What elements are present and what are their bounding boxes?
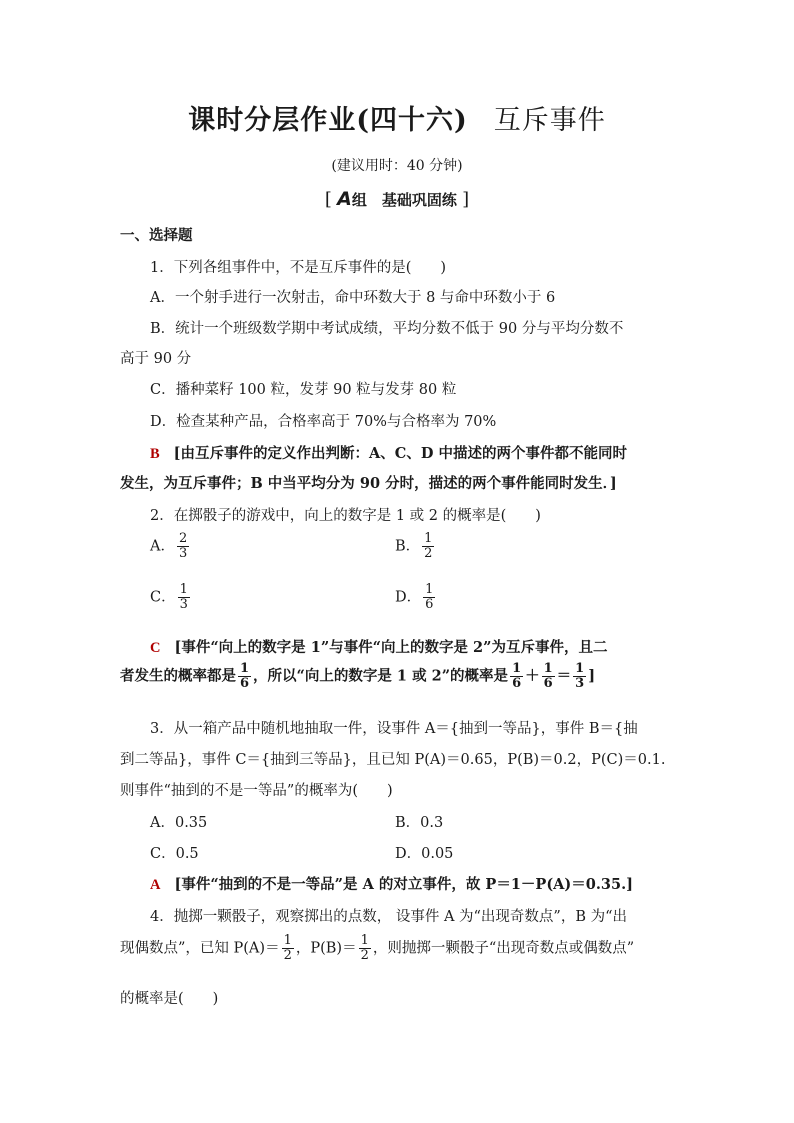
- q3-option-d: D．0.05: [395, 846, 454, 862]
- q2-option-c: C． $\frac{1}{3}$: [150, 582, 188, 612]
- q1-explanation-line2: 发生，为互斥事件；B 中当平均分为 90 分时，描述的两个事件能同时发生．]: [120, 475, 617, 492]
- group-letter: A: [337, 188, 352, 210]
- q2-answer: C: [150, 640, 161, 656]
- q2-stem: 2．在掷骰子的游戏中，向上的数字是 1 或 2 的概率是( ): [150, 508, 541, 524]
- q3-option-b: B．0.3: [395, 815, 444, 831]
- q4-stem-line1: 4．抛掷一颗骰子，观察掷出的点数， 设事件 A 为“出现奇数点”，B 为“出: [150, 909, 628, 925]
- q2-option-b-fraction: $\frac{1}{2}$: [424, 531, 433, 561]
- q1-explanation-line1: B [由互斥事件的定义作出判断：A、C、D 中描述的两个事件都不能同时: [150, 445, 627, 462]
- q1-stem: 1．下列各组事件中，不是互斥事件的是( ): [150, 260, 447, 276]
- suggested-time: (建议用时：40 分钟): [331, 158, 463, 174]
- q1-answer: B: [150, 446, 160, 462]
- q1-option-b-line2: 高于 90 分: [120, 351, 192, 367]
- q3-explanation: A [事件“抽到的不是一等品”是 A 的对立事件，故 P＝1－P(A)＝0.35.]: [150, 876, 634, 893]
- section-heading: 一、选择题: [120, 227, 193, 244]
- q2-option-a: A． $\frac{2}{3}$: [150, 531, 188, 561]
- q2-option-c-fraction: $\frac{1}{3}$: [179, 582, 188, 612]
- q2-option-b: B． $\frac{1}{2}$: [395, 531, 433, 561]
- q3-answer: A: [150, 877, 161, 893]
- q1-option-c: C．播种菜籽 100 粒，发芽 90 粒与发芽 80 粒: [150, 382, 457, 398]
- group-heading: [ A组 基础巩固练 ]: [324, 188, 470, 210]
- q3-stem-line2: 到二等品}，事件 C＝{抽到三等品}，且已知 P(A)＝0.65，P(B)＝0.2，P(C)＝0.1.: [120, 752, 666, 768]
- q4-stem-line2: 现偶数点”，已知 P(A)＝ $\frac{1}{2}$ ，P(B)＝ $\frac{1}{2}$ ，则抛掷一颗骰子“出现奇数点或偶数点”: [120, 933, 635, 963]
- q3-option-a: A．0.35: [150, 815, 208, 831]
- group-label: 组 基础巩固练: [351, 191, 457, 209]
- q1-option-b-line1: B．统计一个班级数学期中考试成绩，平均分数不低于 90 分与平均分数不: [150, 321, 624, 337]
- q3-stem-line1: 3．从一箱产品中随机地抽取一件，设事件 A＝{抽到一等品}，事件 B＝{抽: [150, 721, 638, 737]
- title-main: 课时分层作业(四十六): [188, 105, 468, 136]
- q2-explanation-line2: 者发生的概率都是 $\frac{1}{6}$ ，所以“向上的数字是 1 或 2”的概率是 $\frac{1}{6}$ ＋ $\frac{1}{6}$ ＝ $\frac{1}{3}$ ]: [120, 661, 596, 691]
- page-title: [0, 98, 794, 137]
- q1-option-d: D．检查某种产品，合格率高于 70%与合格率为 70%: [150, 414, 497, 430]
- q3-option-c: C．0.5: [150, 846, 199, 862]
- q2-explanation-line1: C [事件“向上的数字是 1”与事件“向上的数字是 2”为互斥事件，且二: [150, 639, 608, 656]
- q2-option-d: D． $\frac{1}{6}$: [395, 582, 434, 612]
- q2-option-a-fraction: $\frac{2}{3}$: [178, 531, 188, 561]
- q1-option-a: A．一个射手进行一次射击，命中环数大于 8 与命中环数小于 6: [150, 290, 556, 306]
- q2-option-d-fraction: $\frac{1}{6}$: [425, 582, 434, 612]
- q4-stem-line3: 的概率是( ): [120, 991, 219, 1007]
- title-topic: 互斥事件: [493, 105, 606, 136]
- q3-stem-line3: 则事件“抽到的不是一等品”的概率为( ): [120, 783, 393, 799]
